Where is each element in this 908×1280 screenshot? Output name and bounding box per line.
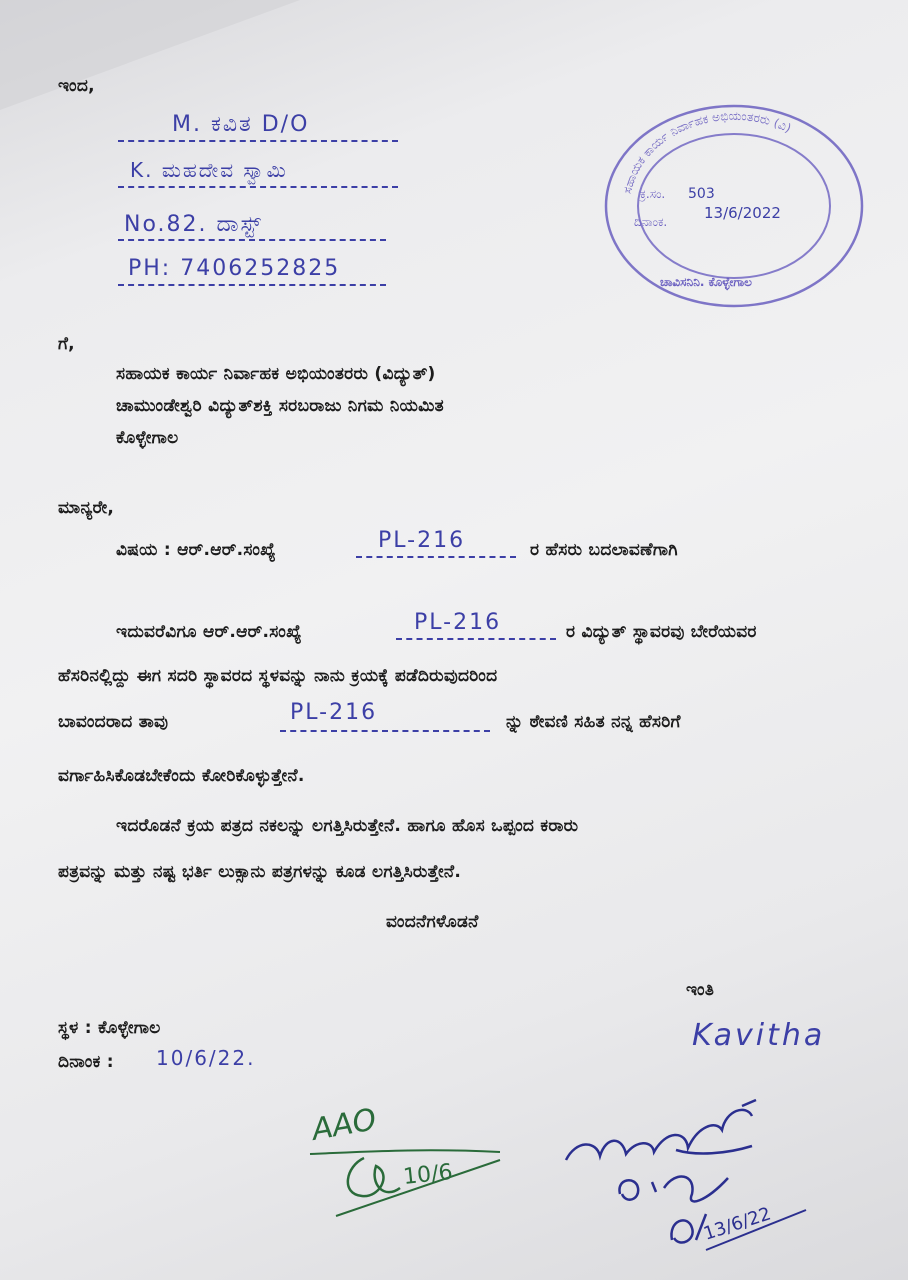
subject-suffix: ರ ಹೆಸರು ಬದಲಾವಣೆಗಾಗಿ xyxy=(530,540,678,560)
place: ಸ್ಥಳ : ಕೊಳ್ಳೇಗಾಲ xyxy=(58,1018,161,1038)
dotted-line xyxy=(118,239,386,241)
recipient-designation: ಸಹಾಯಕ ಕಾರ್ಯ ನಿರ್ವಾಹಕ ಅಭಿಯಂತರರು (ವಿದ್ಯುತ್) xyxy=(116,364,436,384)
applicant-signature: Kavitha xyxy=(692,1018,826,1053)
dotted-line xyxy=(356,556,516,558)
closing: ವಂದನೆಗಳೊಡನೆ xyxy=(386,912,479,932)
yours-truly: ಇಂತಿ xyxy=(686,980,715,1000)
dotted-line xyxy=(118,186,398,188)
para1-line1-a: ಇದುವರೆವಿಗೂ ಆರ್.ಆರ್.ಸಂಖ್ಯೆ xyxy=(116,622,302,642)
stamp-ring-text: ಸಹಾಯಕ ಕಾರ್ಯ ನಿರ್ವಾಹಕ ಅಭಿಯಂತರರು (ವಿ) xyxy=(620,108,794,195)
aao-date: 10/6 xyxy=(402,1159,454,1190)
stamp-date-value: 13/6/2022 xyxy=(704,204,781,222)
office-stamp xyxy=(600,96,868,310)
to-label: ಗೆ, xyxy=(58,334,75,354)
para1-rr-number-2: PL-216 xyxy=(290,700,378,725)
dotted-line xyxy=(280,730,490,732)
sender-phone: PH: 7406252825 xyxy=(128,256,341,281)
para1-line1-b: ರ ವಿದ್ಯುತ್ ಸ್ಥಾವರವು ಬೇರೆಯವರ xyxy=(566,622,757,642)
from-label: ಇಂದ, xyxy=(58,76,95,96)
stamp-number-label: ಕ್ರ.ಸಂ. xyxy=(640,187,666,201)
paper-fold-shadow xyxy=(0,0,300,110)
dotted-line xyxy=(118,284,386,286)
para1-line2: ಹೆಸರಿನಲ್ಲಿದ್ದು ಈಗ ಸದರಿ ಸ್ಥಾವರದ ಸ್ಥಳವನ್ನು ನಾನು ಕ್ರಯಕ್ಕೆ ಪಡೆದಿರುವುದರಿಂದ xyxy=(58,666,498,686)
aao-text: AAO xyxy=(309,1104,380,1148)
stamp-date-label: ದಿನಾಂಕ. xyxy=(634,215,668,229)
dotted-line xyxy=(396,638,556,640)
sender-parent: K. ಮಹದೇವ ಸ್ವಾಮಿ xyxy=(130,158,288,182)
date-label: ದಿನಾಂಕ : xyxy=(58,1052,114,1072)
official-signature xyxy=(556,1090,816,1264)
stamp-bottom-text: ಚಾವಿಸನಿನಿ. ಕೊಳ್ಳೇಗಾಲ xyxy=(660,275,752,289)
sender-name: M. ಕವಿತ D/O xyxy=(172,112,310,137)
dotted-line xyxy=(118,140,398,142)
para2-line1: ಇದರೊಡನೆ ಕ್ರಯ ಪತ್ರದ ನಕಲನ್ನು ಲಗತ್ತಿಸಿರುತ್ತೇನೆ. ಹಾಗೂ ಹೊಸ ಒಪ್ಪಂದ ಕರಾರು xyxy=(116,816,579,836)
date-value: 10/6/22. xyxy=(156,1046,256,1070)
aao-endorsement xyxy=(300,1104,520,1228)
para1-line3-a: ಬಾವಂದರಾದ ತಾವು xyxy=(58,712,169,732)
recipient-organization: ಚಾಮುಂಡೇಶ್ವರಿ ವಿದ್ಯುತ್‌ಶಕ್ತಿ ಸರಬರಾಜು ನಿಗಮ ನಿಯಮಿತ xyxy=(116,396,444,416)
official-signature-date: 13/6/22 xyxy=(701,1203,774,1245)
para2-line2: ಪತ್ರವನ್ನು ಮತ್ತು ನಷ್ಟ ಭರ್ತಿ ಲುಕ್ಸಾನು ಪತ್ರಗಳನ್ನು ಕೂಡ ಲಗತ್ತಿಸಿರುತ್ತೇನೆ. xyxy=(58,862,462,882)
para1-line3-b: ನ್ನು ಠೇವಣಿ ಸಹಿತ ನನ್ನ ಹೆಸರಿಗೆ xyxy=(506,712,681,732)
salutation: ಮಾನ್ಯರೇ, xyxy=(58,498,115,518)
sender-house-number: No.82. ದಾಸ್ಟ್ xyxy=(124,212,263,237)
subject-rr-number: PL-216 xyxy=(378,528,466,553)
recipient-city: ಕೊಳ್ಳೇಗಾಲ xyxy=(116,428,179,448)
para1-rr-number: PL-216 xyxy=(414,610,502,635)
para1-line4: ವರ್ಗಾಹಿಸಿಕೊಡಬೇಕೆಂದು ಕೋರಿಕೊಳ್ಳುತ್ತೇನೆ. xyxy=(58,766,305,786)
stamp-number-value: 503 xyxy=(688,186,715,202)
subject-prefix: ವಿಷಯ : ಆರ್.ಆರ್.ಸಂಖ್ಯೆ xyxy=(116,540,276,560)
